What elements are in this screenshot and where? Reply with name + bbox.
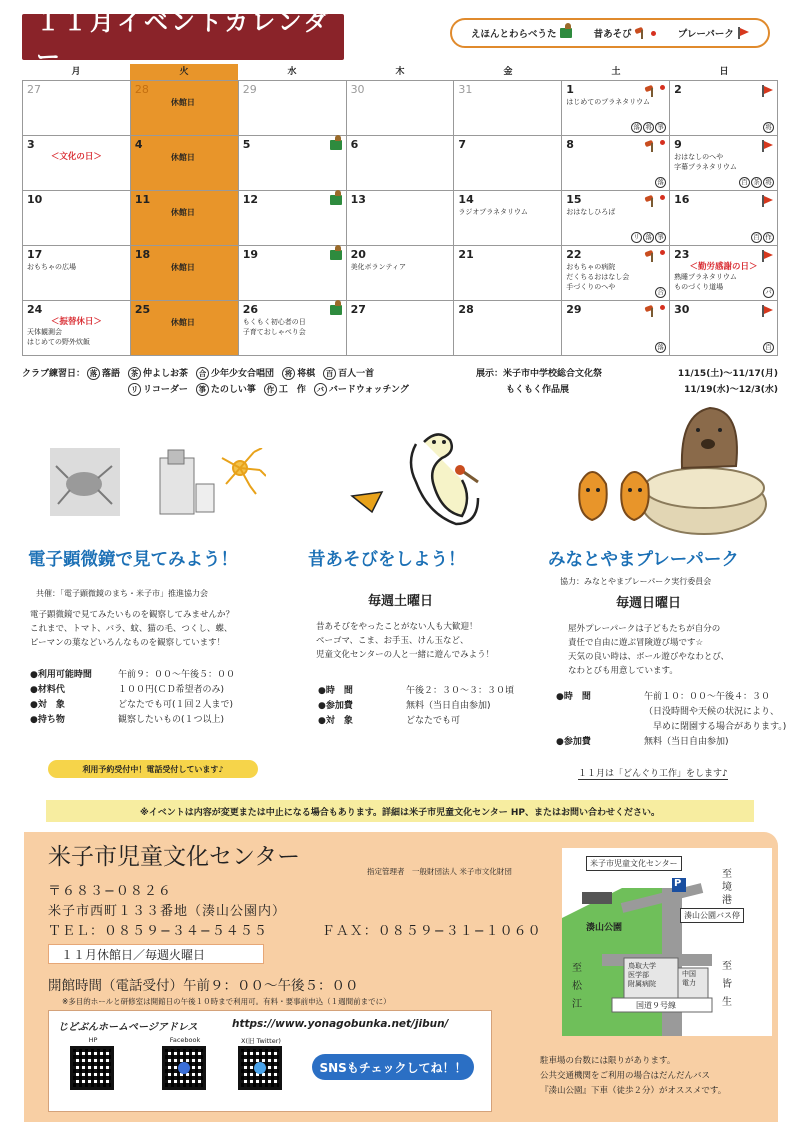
event-item[interactable]: 美化ボランティア (350, 263, 407, 271)
detail-key: ●参加費 (318, 701, 353, 711)
club-mark: 将 (643, 122, 654, 133)
playpark-illustration (570, 404, 776, 538)
club-name: 仲よしお茶 (143, 369, 189, 379)
day-number: 17 (27, 248, 43, 261)
top-toy-icon (645, 140, 657, 152)
detail-value: 無料（当日自由参加) (644, 737, 729, 747)
contact-info (48, 882, 542, 942)
weekday-header (22, 64, 778, 80)
club-legend-row (22, 382, 462, 398)
book-icon (560, 28, 572, 38)
detail-key: ●参加費 (556, 737, 591, 747)
legend-ehon (471, 26, 572, 40)
detail-key (556, 705, 644, 720)
calendar-day-cell[interactable] (562, 191, 670, 246)
calendar-day-cell[interactable] (347, 246, 455, 301)
microscope-sponsor: 共催：「電子顕微鏡のまち・米子市」推進協力会 (36, 589, 208, 598)
event-icons (330, 140, 342, 150)
parking-icon: P (674, 878, 682, 889)
qr-label-x: X(旧 Twitter) (241, 1037, 281, 1045)
detail-key: ●時 間 (556, 692, 591, 702)
weekday-label: 土 (611, 67, 621, 77)
calendar-day-cell[interactable] (131, 246, 239, 301)
calendar-day-cell[interactable] (131, 191, 239, 246)
club-mark: 茶 (128, 367, 141, 380)
club-mark: 落 (87, 367, 100, 380)
day-number: 30 (350, 83, 365, 96)
day-number: 20 (350, 248, 366, 261)
event-icons (330, 305, 342, 315)
club-mark: 百 (763, 342, 774, 353)
detail-row (318, 699, 514, 714)
map-to-matsue: 至 松 江 (572, 963, 582, 1010)
club-mark: 合 (655, 287, 666, 298)
closed-days: １１月休館日／毎週火曜日 (48, 944, 264, 964)
event-icons (761, 305, 773, 317)
event-item[interactable]: おはなしのへや (674, 153, 724, 161)
calendar-day-cell[interactable] (347, 81, 455, 136)
calendar-day-cell[interactable] (454, 246, 562, 301)
manager-text: 指定管理者 一般財団法人 米子市文化財団 (367, 867, 512, 876)
detail-row (556, 720, 786, 735)
calendar-day-cell[interactable] (239, 301, 347, 356)
day-number: 30 (674, 303, 690, 316)
mukashi-description: 昔あそびをやったことがない人も大歓迎！ ベーゴマ、こま、お手玉、けん玉など、 児童文化センターの人と一緒に遊んでみよう！ (316, 622, 495, 660)
flag-icon (761, 305, 773, 317)
day-number: 9 (674, 138, 682, 151)
exhibit-name: 米子市中学校総合文化祭 (503, 369, 603, 379)
club-mark: リ (128, 383, 141, 396)
mukashi-title: 昔あそびをしよう！ (308, 550, 466, 570)
exhibit-row (476, 366, 778, 382)
flag-icon (761, 85, 773, 97)
microscope-illustration (50, 448, 266, 522)
detail-value: １００円(ＣＤ希望者のみ) (118, 685, 225, 695)
top-toy-icon (645, 85, 657, 97)
club-marks (655, 287, 666, 298)
club-name: 百人一首 (338, 369, 375, 379)
postal-code: 〒６８３−０８２６ (48, 884, 172, 899)
closed-label: 休館日 (170, 153, 195, 162)
event-item[interactable]: おもちゃの広場 (27, 263, 76, 271)
qr-label-facebook: Facebook (169, 1036, 201, 1044)
club-mark: 百 (323, 367, 336, 380)
weekday-label: 火 (130, 64, 238, 80)
calendar-day-cell[interactable] (454, 81, 562, 136)
club-marks (763, 287, 774, 298)
calendar-title: １１月イベントカレンダー (22, 14, 344, 60)
club-mark: バ (763, 287, 774, 298)
club-marks (763, 122, 774, 133)
detail-value: 早めに閉園する場合があります。) (644, 722, 787, 732)
club-mark: 百 (751, 232, 762, 243)
playpark-details (556, 690, 786, 750)
detail-key (556, 720, 644, 735)
exhibit-label: 展示： (476, 369, 504, 379)
book-icon (330, 305, 342, 315)
club-legend-row (22, 366, 462, 382)
detail-row (556, 735, 786, 750)
detail-row (556, 690, 786, 705)
day-number: 2 (674, 83, 682, 96)
event-icons (761, 250, 773, 262)
event-item[interactable]: 字幕プラネタリウム (674, 163, 737, 171)
calendar-day-cell[interactable] (670, 301, 778, 356)
club-name: 落語 (102, 369, 121, 379)
club-mark: 落 (643, 232, 654, 243)
detail-row (30, 698, 235, 713)
facebook-qr-code[interactable] (162, 1046, 206, 1090)
legend-playpark (678, 26, 749, 40)
mukashi-details (318, 684, 514, 729)
day-number: 10 (27, 193, 43, 206)
calendar-day-cell[interactable] (239, 81, 347, 136)
club-name: 少年少女合唱団 (211, 369, 275, 379)
exhibit-row (476, 382, 778, 398)
calendar-day-cell[interactable] (131, 301, 239, 356)
day-number: 14 (458, 193, 474, 206)
event-icons (761, 195, 773, 207)
detail-row (556, 705, 786, 720)
map-route: 国道９号線 (636, 1001, 676, 1010)
mukashi-day: 毎週土曜日 (368, 594, 434, 609)
calendar-grid (22, 80, 778, 356)
legend-playpark-label: プレーパーク (677, 29, 734, 40)
detail-value: 午前９：００〜午後５：００ (118, 670, 236, 680)
homepage-title: じどぶんホームページアドレス (58, 1022, 198, 1033)
club-name: 工 作 (278, 385, 306, 395)
club-legend (22, 366, 462, 398)
club-marks (631, 122, 666, 133)
legend-mukashi (594, 26, 656, 40)
calendar-day-cell[interactable] (454, 191, 562, 246)
playpark-title: みなとやまプレーパーク (548, 550, 739, 570)
map-power: 中国 電力 (682, 970, 696, 987)
map-hospital: 鳥取大学 医学部 附属病院 (628, 962, 656, 988)
calendar-day-cell[interactable] (131, 81, 239, 136)
red-dot-icon (651, 31, 656, 36)
day-number: 12 (242, 193, 259, 206)
club-mark: 箏 (655, 122, 666, 133)
weekday-label: 日 (719, 67, 729, 77)
club-mark: 落 (655, 342, 666, 353)
day-number: 21 (458, 248, 474, 261)
calendar-day-cell[interactable] (23, 301, 131, 356)
day-number: 16 (674, 193, 690, 206)
detail-value: どなたでも可 (406, 716, 461, 726)
map-bus-stop: 湊山公園バス停 (680, 908, 744, 923)
club-mark: 将 (763, 122, 774, 133)
holiday-label: ＜勤労感謝の日＞ (689, 262, 758, 272)
event-icons (330, 250, 342, 260)
event-item[interactable]: おもちゃの病院 (566, 263, 616, 271)
legend-ehon-label: えほんとわらべうた (471, 29, 557, 40)
book-icon (330, 140, 342, 150)
red-dot-icon (660, 85, 665, 90)
club-mark: 箏 (655, 232, 666, 243)
calendar-day-cell[interactable] (347, 191, 455, 246)
detail-key: ●持ち物 (30, 715, 65, 725)
day-number: 27 (350, 303, 366, 316)
x-qr-code[interactable] (238, 1046, 282, 1090)
exhibit-info (476, 366, 778, 398)
top-toy-icon (645, 195, 657, 207)
calendar-day-cell[interactable] (239, 136, 347, 191)
day-number: 15 (566, 193, 582, 206)
closed-label: 休館日 (170, 263, 195, 272)
access-map (562, 848, 772, 1036)
book-icon (330, 250, 342, 260)
closed-label: 休館日 (170, 98, 195, 107)
detail-value: 観察したいもの(１つ以上) (118, 715, 225, 725)
calendar-day-cell[interactable] (239, 191, 347, 246)
calendar-day-cell[interactable] (670, 136, 778, 191)
club-mark: 落 (631, 122, 642, 133)
parking-note: 駐車場の台数には限りがあります。 公共交通機関をご利用の場合はだんだんバス 『湊山公園』下車（徒歩２分）がオススメです。 (540, 1056, 727, 1096)
event-icons (645, 85, 665, 97)
top-toy-icon (635, 27, 647, 39)
club-mark: 箏 (196, 383, 209, 396)
club-marks (751, 232, 774, 243)
event-calendar (22, 64, 778, 356)
phone-number: ＴＥＬ：０８５９−３４−５４５５ (48, 924, 268, 939)
event-icons (761, 85, 773, 97)
day-number: 1 (566, 83, 574, 96)
detail-row (30, 668, 235, 683)
calendar-day-cell[interactable] (670, 81, 778, 136)
holiday-label: ＜文化の日＞ (50, 152, 102, 162)
playpark-description: 屋外プレーパークは子どもたちが自分の 責任で自由に遊ぶ冒険遊び場です☆ 天気の良い時は、ボール遊びやなわとび、 なわとびも用意しています。 (568, 624, 729, 676)
playpark-november-note: １１月は「どんぐり工作」をします♪ (578, 766, 728, 780)
calendar-day-cell[interactable] (562, 136, 670, 191)
detail-row (30, 683, 235, 698)
weekday-label: 水 (287, 67, 297, 77)
homepage-url[interactable]: https://www.yonagobunka.net/jibun/ (232, 1018, 449, 1030)
map-to-sakai: 至 境 港 (722, 869, 732, 906)
event-item[interactable]: 熟睡プラネタリウム (674, 273, 737, 281)
flag-icon (761, 140, 773, 152)
event-item[interactable]: ものづくり道場 (674, 283, 724, 291)
club-mark: 合 (196, 367, 209, 380)
flag-icon (761, 195, 773, 207)
red-dot-icon (660, 305, 665, 310)
top-toy-icon (645, 250, 657, 262)
microscope-details (30, 668, 235, 728)
club-marks (655, 342, 666, 353)
legend-mukashi-label: 昔あそび (593, 29, 632, 40)
address: 米子市西町１３３番地（湊山公園内） (48, 904, 287, 919)
day-number: 24 (27, 303, 43, 316)
club-mark: 将 (763, 177, 774, 188)
club-mark: 作 (264, 383, 277, 396)
calendar-day-cell[interactable] (562, 301, 670, 356)
club-legend-heading: クラブ練習日： (22, 369, 86, 379)
event-item[interactable]: ラジオプラネタリウム (458, 208, 528, 216)
playpark-day: 毎週日曜日 (616, 596, 682, 611)
detail-value: どなたでも可(１回２人まで) (118, 700, 234, 710)
event-item[interactable]: 手づくりのへや (566, 283, 616, 291)
day-number: 25 (134, 303, 151, 316)
calendar-day-cell[interactable] (670, 191, 778, 246)
closed-label: 休館日 (170, 208, 195, 217)
day-number: 4 (134, 138, 143, 151)
event-item[interactable]: もくもく初心者の日 (242, 318, 306, 326)
calendar-day-cell[interactable] (347, 301, 455, 356)
event-icons (645, 195, 665, 207)
event-item[interactable]: 天体観測会 (27, 328, 62, 336)
day-number: 23 (674, 248, 690, 261)
exhibit-name: もくもく作品展 (506, 385, 570, 395)
calendar-day-cell[interactable] (131, 136, 239, 191)
calendar-day-cell[interactable] (562, 246, 670, 301)
day-number: 29 (242, 83, 257, 96)
day-number: 6 (350, 138, 359, 151)
event-icons (761, 140, 773, 152)
hours-note: ※多目的ホールと研修室は開館日の午後１０時まで利用可。有料・要事前申込（１週間前までに） (62, 997, 391, 1006)
reservation-pill: 利用予約受付中！電話受付しています♪ (48, 760, 258, 778)
microscope-title: 電子顕微鏡で見てみよう！ (28, 550, 238, 570)
detail-value: （日没時間や天候の状況により、 (644, 707, 780, 717)
day-number: 8 (566, 138, 574, 151)
day-number: 29 (566, 303, 582, 316)
red-dot-icon (660, 195, 665, 200)
calendar-day-cell[interactable] (239, 246, 347, 301)
detail-value: 午前１０：００〜午後４：３０ (644, 692, 771, 702)
calendar-day-cell[interactable] (454, 136, 562, 191)
flag-icon (737, 27, 749, 39)
event-icons (330, 195, 342, 205)
detail-key: ●対 象 (30, 700, 65, 710)
day-number: 28 (458, 303, 474, 316)
red-dot-icon (660, 250, 665, 255)
closed-label: 休館日 (170, 318, 195, 327)
qr-label-hp: HP (88, 1036, 98, 1044)
club-marks (739, 177, 774, 188)
day-number: 27 (27, 83, 41, 96)
day-number: 26 (242, 303, 259, 316)
club-mark: 落 (655, 177, 666, 188)
club-marks (763, 342, 774, 353)
calendar-day-cell[interactable] (347, 136, 455, 191)
icon-legend (450, 18, 770, 48)
event-icons (645, 140, 665, 152)
club-marks (655, 177, 666, 188)
calendar-day-cell[interactable] (23, 81, 131, 136)
day-number: 11 (134, 193, 151, 206)
detail-key: ●材料代 (30, 685, 65, 695)
weekday-label: 月 (71, 67, 81, 77)
detail-row (318, 714, 514, 729)
map-to-kaike: 至 皆 生 (722, 961, 732, 1008)
red-dot-icon (660, 140, 665, 145)
event-item[interactable]: 子育ておしゃべり会 (242, 328, 306, 336)
detail-key: ●時 間 (318, 686, 353, 696)
calendar-day-cell[interactable] (562, 81, 670, 136)
detail-row (30, 713, 235, 728)
event-icons (645, 305, 665, 317)
top-toy-icon (645, 305, 657, 317)
day-number: 3 (27, 138, 35, 151)
book-icon (330, 195, 342, 205)
fax-number: ＦＡＸ：０８５９−３１−１０６０ (321, 924, 542, 939)
event-item[interactable]: はじめての野外炊飯 (27, 338, 90, 346)
day-number: 18 (134, 248, 151, 261)
detail-value: 無料（当日自由参加) (406, 701, 491, 711)
opening-hours: 開館時間（電話受付）午前９：００〜午後５：００ (48, 978, 359, 994)
detail-key: ●対 象 (318, 716, 353, 726)
calendar-day-cell[interactable] (23, 191, 131, 246)
map-center-label: 米子市児童文化センター (586, 856, 682, 871)
club-mark: 作 (763, 232, 774, 243)
center-name: 米子市児童文化センター (48, 844, 301, 870)
club-name: バードウォッチング (328, 385, 409, 395)
calendar-day-cell[interactable] (23, 246, 131, 301)
mukashi-illustration (346, 428, 506, 534)
day-number: 7 (458, 138, 467, 151)
exhibit-dates: 11/15(土)〜11/17(月) (677, 369, 778, 379)
club-name: たのしい箏 (210, 385, 256, 395)
club-name: 将棋 (297, 369, 316, 379)
club-mark: 将 (282, 367, 295, 380)
holiday-label: ＜振替休日＞ (50, 317, 102, 327)
event-item[interactable]: おはなしひろば (566, 208, 616, 216)
sns-check-button[interactable]: SNSもチェックしてね！！ (312, 1054, 474, 1080)
club-mark: 茶 (751, 177, 762, 188)
calendar-day-cell[interactable] (454, 301, 562, 356)
day-number: 13 (350, 193, 366, 206)
detail-value: 午後２：３０〜３：３０頃 (406, 686, 515, 696)
club-mark: バ (314, 383, 327, 396)
hp-qr-code[interactable] (70, 1046, 114, 1090)
club-marks (631, 232, 666, 243)
weekday-label: 木 (395, 67, 405, 77)
club-mark: リ (631, 232, 642, 243)
event-item[interactable]: はじめてのプラネタリウム (566, 98, 651, 106)
playpark-sponsor: 協力：みなとやまプレーパーク実行委員会 (560, 577, 712, 586)
microscope-description: 電子顕微鏡で見てみたいものを観察してみませんか？ これまで、トマト、バラ、蚊、猫の毛、つくし、蝶、 ピーマンの葉などいろんなものを観察しています！ (30, 610, 235, 648)
club-name: リコーダー (143, 385, 188, 395)
detail-row (318, 684, 514, 699)
change-notice: ※イベントは内容が変更または中止になる場合もあります。詳細は米子市児童文化センター HP、またはお問い合わせください。 (46, 800, 754, 822)
day-number: 19 (242, 248, 259, 261)
weekday-label: 金 (503, 67, 513, 77)
day-number: 31 (458, 83, 473, 96)
exhibit-dates: 11/19(水)〜12/3(水) (684, 385, 778, 395)
map-park-label: 湊山公園 (586, 923, 623, 933)
event-icons (645, 250, 665, 262)
calendar-day-cell[interactable] (670, 246, 778, 301)
event-item[interactable]: だくちるおはなし会 (566, 273, 630, 281)
calendar-day-cell[interactable] (23, 136, 131, 191)
day-number: 5 (242, 138, 251, 151)
flag-icon (761, 250, 773, 262)
day-number: 28 (134, 83, 149, 96)
detail-key: ●利用可能時間 (30, 670, 92, 680)
day-number: 22 (566, 248, 582, 261)
club-mark: 百 (739, 177, 750, 188)
